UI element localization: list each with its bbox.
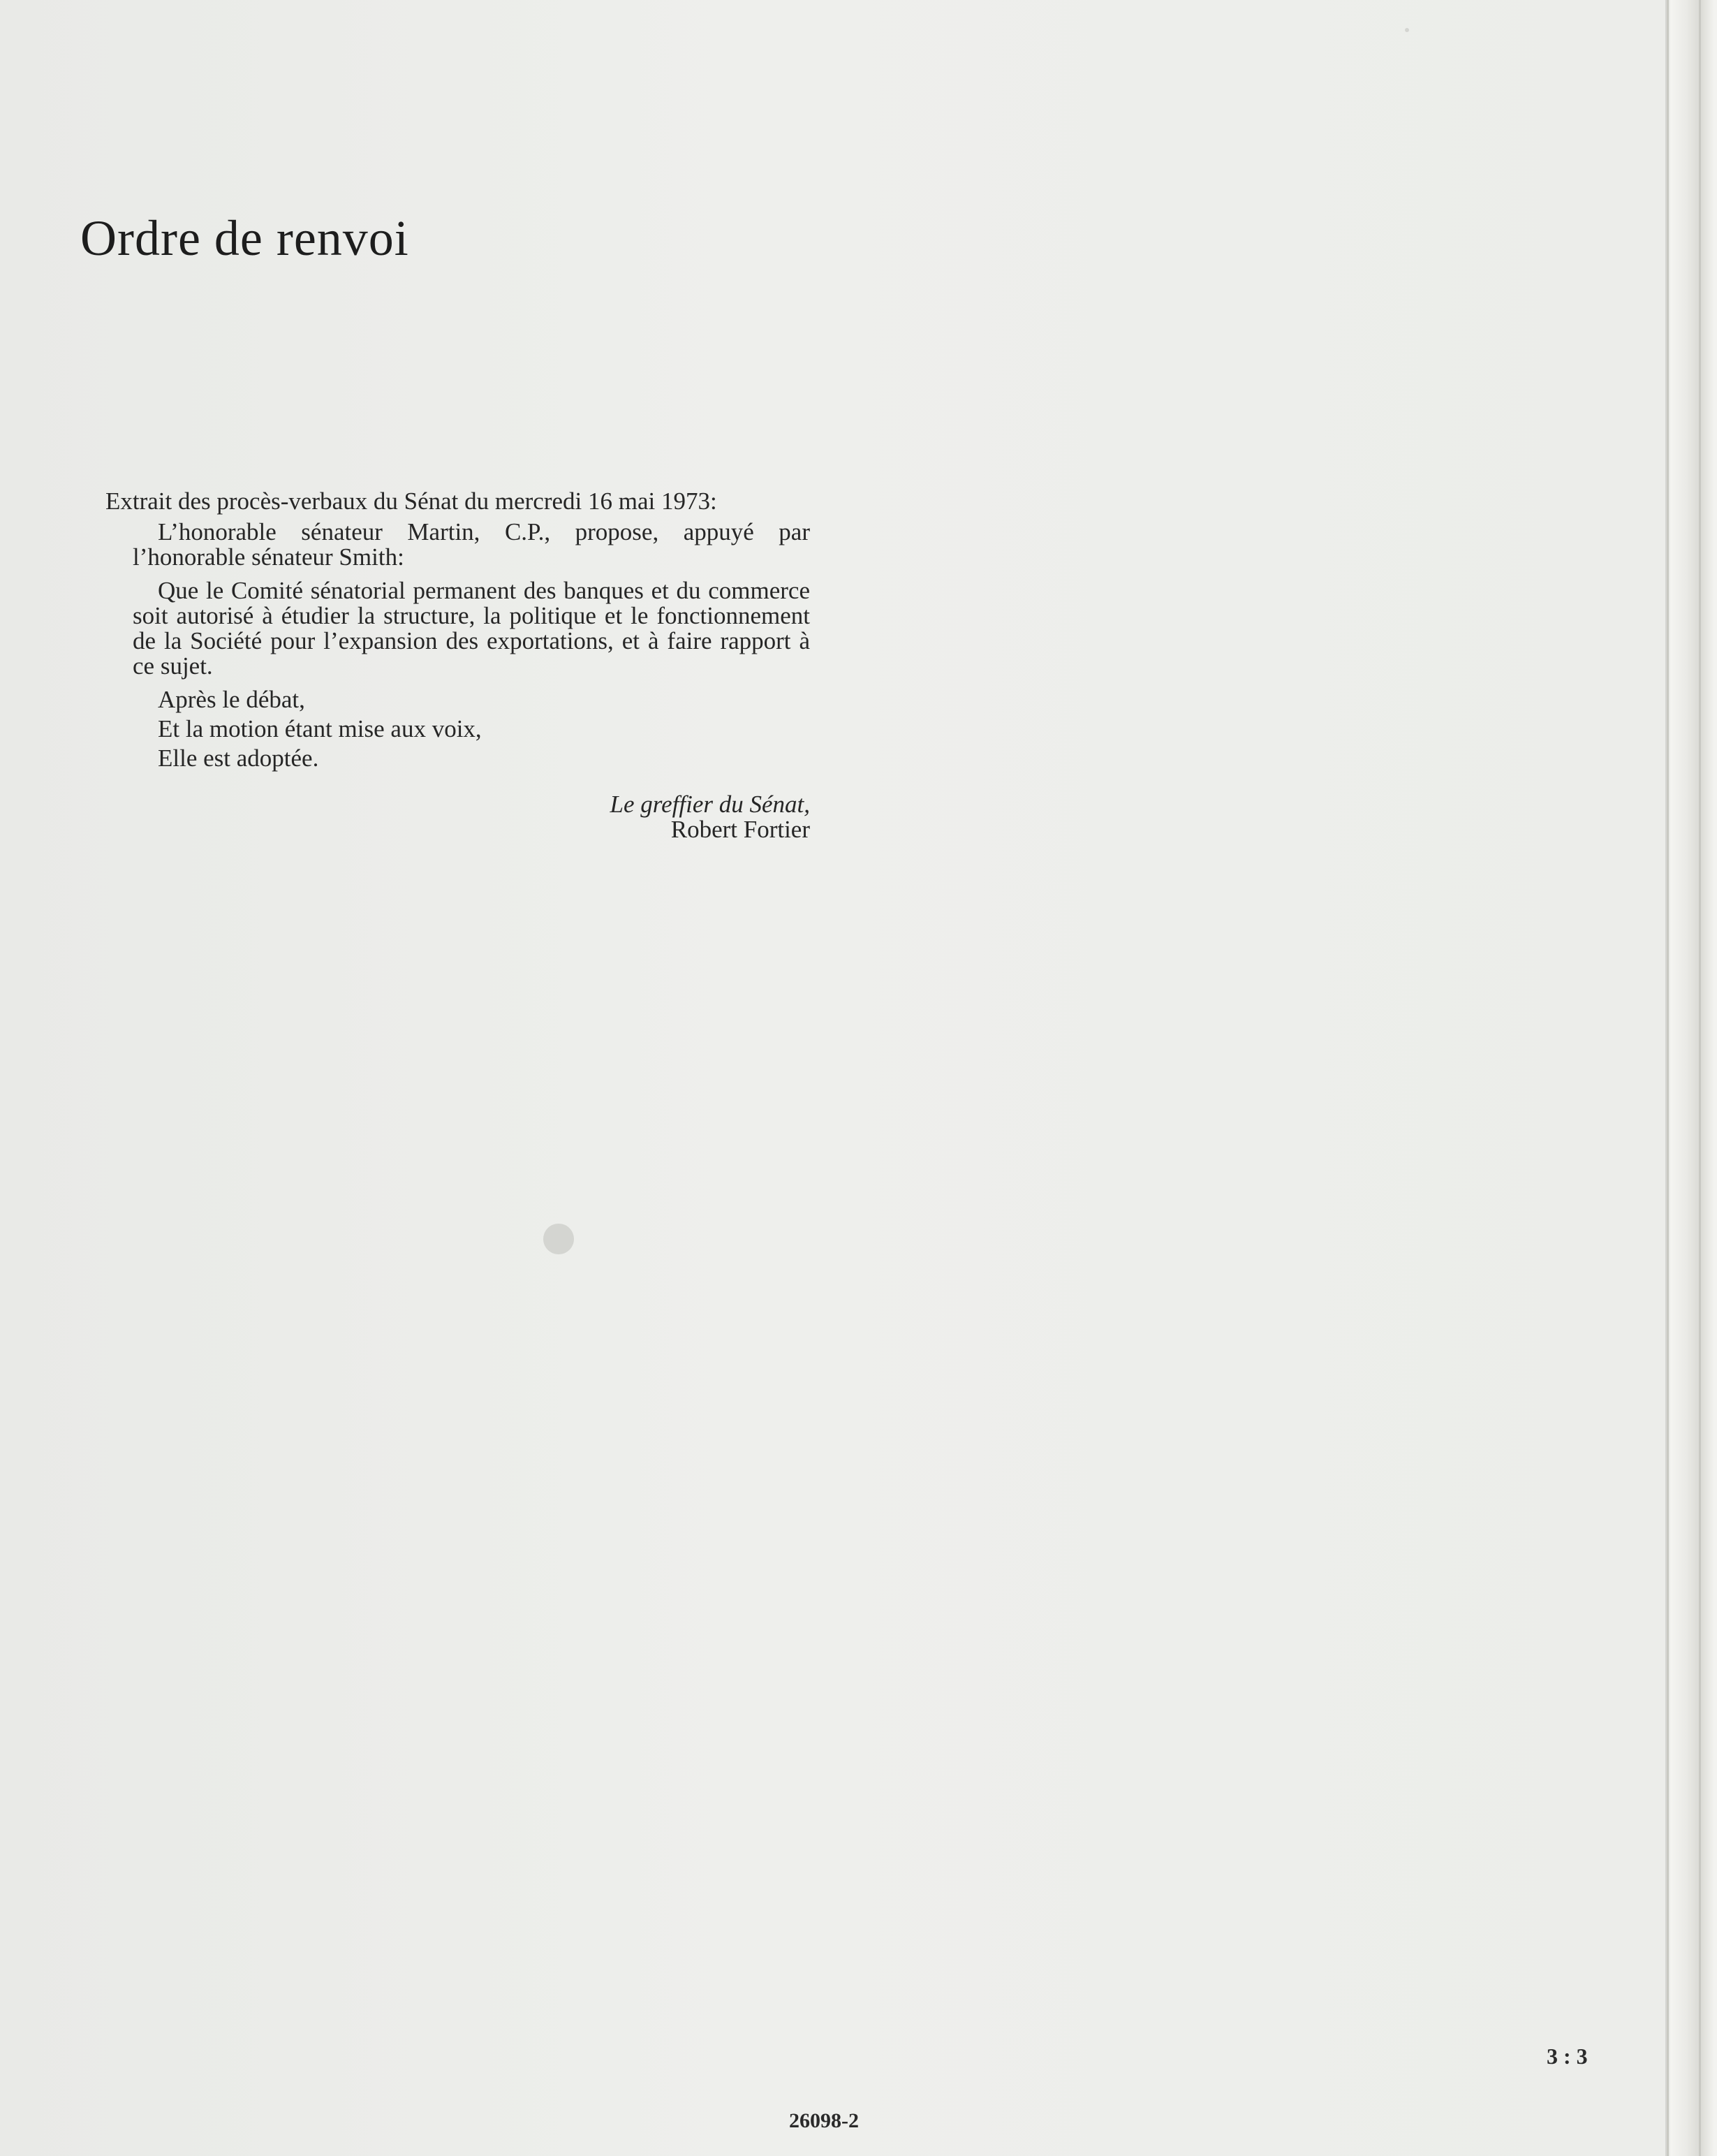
motion-mover: L’honorable sénateur Martin, C.P., propose, appuyé par l’honorable sénateur Smith:	[133, 518, 810, 571]
after-debate-line: Après le débat,	[158, 686, 305, 713]
signature-block	[80, 792, 810, 842]
page-number: 3 : 3	[1547, 2044, 1588, 2069]
page-title: Ordre de renvoi	[80, 210, 409, 266]
signature-role: Le greffier du Sénat,	[610, 791, 810, 818]
extract-intro: Extrait des procès-verbaux du Sénat du mercredi 16 mai 1973:	[105, 487, 717, 515]
paper-speck	[1405, 28, 1409, 32]
motion-text: Que le Comité sénatorial permanent des banques et du commerce soit autorisé à étudier la structure, la politique et le fonctionnement de la Société pour l’expansion des exportations, et à faire rapport à ce sujet.	[133, 577, 810, 680]
binding-edge	[1665, 0, 1717, 2156]
binding-crease	[1699, 0, 1701, 2156]
order-of-reference-body	[80, 489, 810, 842]
adopted-line: Elle est adoptée.	[158, 745, 319, 772]
print-code: 26098-2	[789, 2109, 859, 2132]
binding-crease	[1667, 0, 1669, 2156]
signature-name: Robert Fortier	[670, 816, 810, 843]
paper-speck	[543, 1224, 574, 1254]
vote-line: Et la motion étant mise aux voix,	[158, 715, 482, 742]
